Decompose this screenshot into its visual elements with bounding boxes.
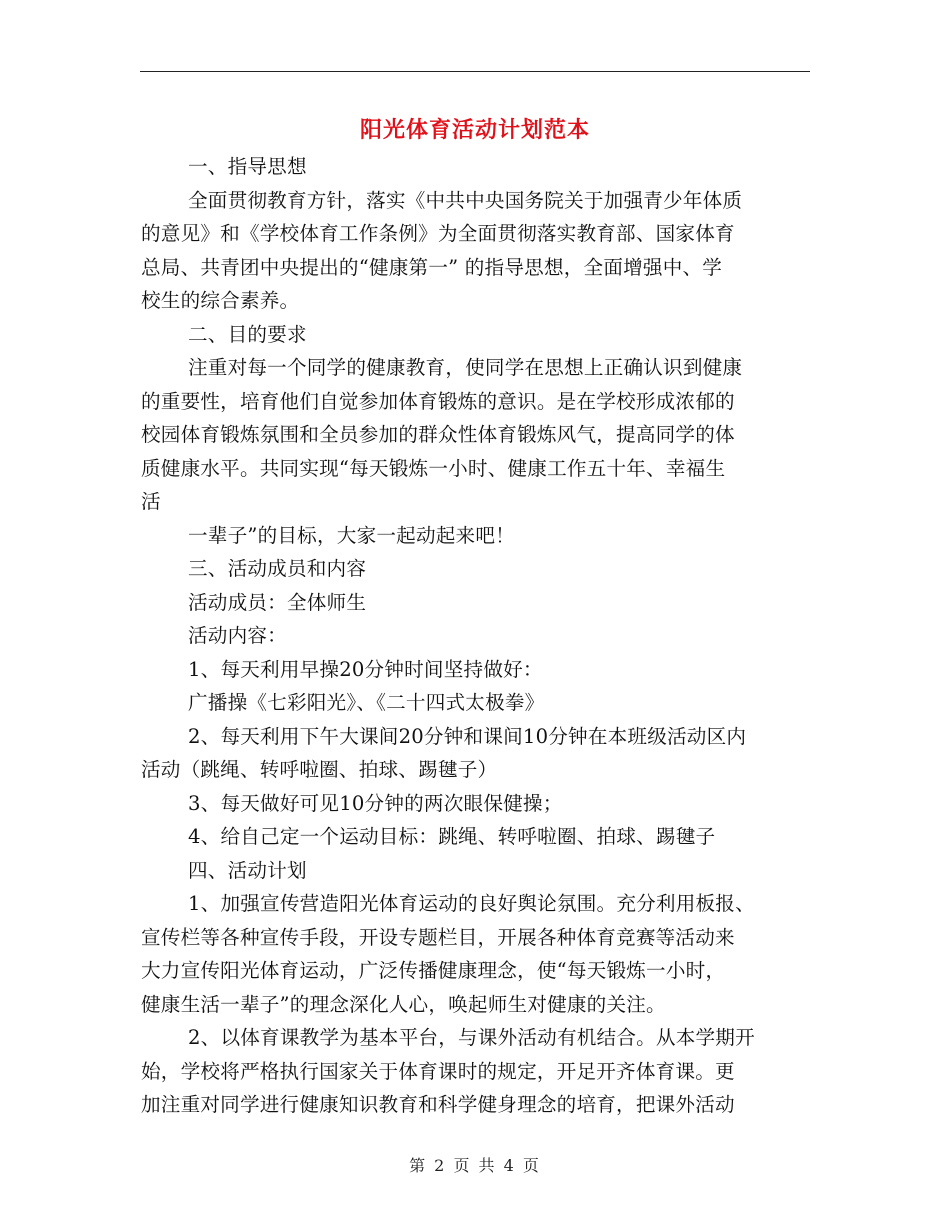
body-line: 四、活动计划 xyxy=(188,858,307,882)
body-line: 始，学校将严格执行国家关于体育课时的规定，开足开齐体育课。更 xyxy=(141,1059,735,1083)
body-line: 广播操《七彩阳光》、《二十四式太极拳》 xyxy=(188,691,545,714)
body-line: 2、每天利用下午大课间20分钟和课间10分钟在本班级活动区内 xyxy=(188,724,747,748)
document-title: 阳光体育活动计划范本 xyxy=(359,117,590,143)
page-footer: 第 2 页 共 4 页 xyxy=(409,1156,541,1175)
body-line: 质健康水平。共同实现“每天锻炼一小时、健康工作五十年、幸福生 xyxy=(141,456,726,480)
body-line: 活动成员：全体师生 xyxy=(188,590,367,614)
body-line: 注重对每一个同学的健康教育，使同学在思想上正确认识到健康 xyxy=(188,356,743,379)
body-line: 活动（跳绳、转呼啦圈、拍球、踢毽子） xyxy=(141,758,498,781)
body-line: 1、加强宣传营造阳光体育运动的良好舆论氛围。充分利用板报、 xyxy=(188,892,755,915)
body-line: 1、每天利用早操20分钟时间坚持做好： xyxy=(188,657,543,681)
body-line: 宣传栏等各种宣传手段，开设专题栏目，开展各种体育竞赛等活动来 xyxy=(141,925,735,949)
header-rule xyxy=(140,71,810,72)
body-line: 的意见》和《学校体育工作条例》为全面贯彻落实教育部、国家体育 xyxy=(141,222,735,245)
body-line: 2、以体育课教学为基本平台，与课外活动有机结合。从本学期开 xyxy=(188,1026,755,1049)
body-line: 一、指导思想 xyxy=(188,155,307,178)
body-line: 3、每天做好可见10分钟的两次眼保健操； xyxy=(188,791,563,815)
body-line: 总局、共青团中央提出的“健康第一” 的指导思想，全面增强中、学 xyxy=(141,255,723,279)
body-line: 大力宣传阳光体育运动，广泛传播健康理念，使“每天锻炼一小时， xyxy=(141,959,726,982)
body-line: 活动内容： xyxy=(188,624,287,647)
body-line: 三、活动成员和内容 xyxy=(188,557,367,580)
body-line: 校生的综合素养。 xyxy=(141,289,300,312)
body-line: 活 xyxy=(141,490,161,513)
body-line: 4、给自己定一个运动目标：跳绳、转呼啦圈、拍球、踢毽子 xyxy=(188,825,716,848)
body-line: 一辈子”的目标，大家一起动起来吧！ xyxy=(188,523,515,547)
body-line: 二、目的要求 xyxy=(188,322,307,346)
body-line: 全面贯彻教育方针，落实《中共中央国务院关于加强青少年体质 xyxy=(188,188,743,212)
body-line: 健康生活一辈子”的理念深化人心，唤起师生对健康的关注。 xyxy=(141,992,666,1016)
body-line: 校园体育锻炼氛围和全员参加的群众性体育锻炼风气，提高同学的体 xyxy=(141,423,735,446)
document-body xyxy=(141,150,807,1122)
body-line: 加注重对同学进行健康知识教育和科学健身理念的培育，把课外活动 xyxy=(141,1093,735,1116)
body-line: 的重要性，培育他们自觉参加体育锻炼的意识。是在学校形成浓郁的 xyxy=(141,389,735,413)
